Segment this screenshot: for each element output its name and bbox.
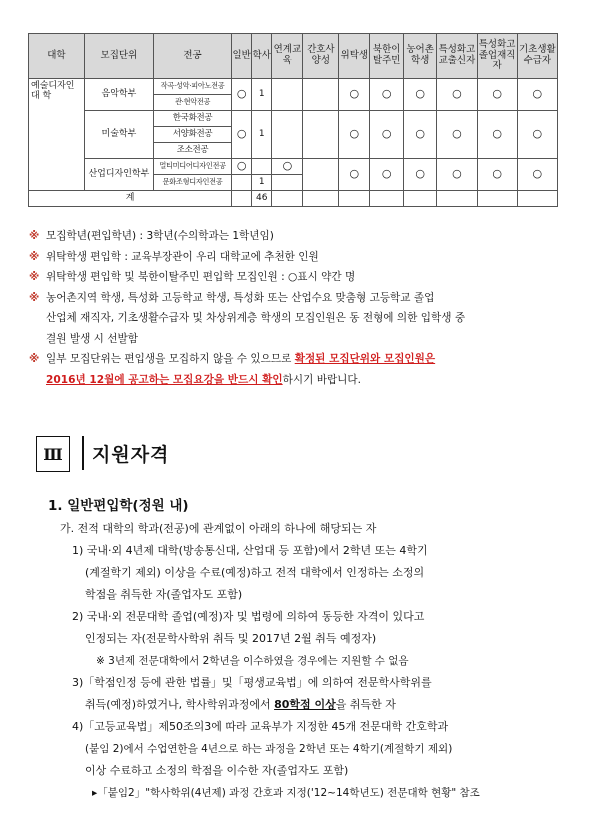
empty-cell — [303, 79, 339, 111]
major-cell: 멀티미디어디자인전공 — [153, 159, 231, 175]
note-item — [26, 226, 566, 247]
circle-mark: ○ — [437, 79, 477, 111]
underlined-text: 80학점 이상 — [274, 698, 336, 711]
major-cell: 관·현악전공 — [153, 95, 231, 111]
circle-mark: ○ — [272, 159, 303, 175]
circle-mark: ○ — [370, 111, 403, 159]
circle-mark: ○ — [477, 159, 517, 191]
header-cell: 기초생활수급자 — [517, 34, 557, 79]
item-text: 4)「고등교육법」제50조의3에 따라 교육부가 지정한 45개 전문대학 간호학과 — [72, 720, 449, 733]
header-cell: 일반 — [232, 34, 252, 79]
major-cell: 서양화전공 — [153, 127, 231, 143]
quota-cell: 1 — [252, 111, 272, 159]
circle-mark: ○ — [517, 111, 557, 159]
circle-mark: ○ — [477, 79, 517, 111]
empty-cell — [272, 175, 303, 191]
empty-cell — [272, 111, 303, 159]
header-cell: 전공 — [153, 34, 231, 79]
table-row — [29, 111, 558, 127]
circle-mark: ○ — [517, 79, 557, 111]
empty-cell — [272, 79, 303, 111]
circle-mark: ○ — [437, 111, 477, 159]
major-cell: 조소전공 — [153, 143, 231, 159]
college-cell: 예술디자인 대 학 — [29, 79, 85, 191]
note-text: 하시기 바랍니다. — [282, 373, 362, 386]
major-cell: 작곡·성악·피아노전공 — [153, 79, 231, 95]
highlight-text: 확정된 모집단위와 모집인원은 — [294, 353, 436, 365]
table-row — [29, 159, 558, 175]
note-mark: ※ — [29, 271, 40, 283]
total-value: 46 — [252, 191, 272, 207]
unit-cell: 산업디자인학부 — [84, 159, 153, 191]
item-text: 3)「학점인정 등에 관한 법률」및「평생교육법」에 의하여 전문학사학위를 — [72, 676, 432, 689]
header-cell: 간호사양성 — [303, 34, 339, 79]
header-cell: 연계교육 — [272, 34, 303, 79]
total-row — [29, 191, 558, 207]
item-text: (붙임 2)에서 수업연한을 4년으로 하는 과정을 2학년 또는 4학기(계절학기 제외) — [85, 743, 453, 755]
circle-mark: ○ — [403, 159, 436, 191]
circle-mark: ○ — [370, 79, 403, 111]
note-text: 위탁학생 편입학 : 교육부장관이 우리 대학교에 추천한 인원 — [46, 250, 319, 263]
header-cell: 농어촌학생 — [403, 34, 436, 79]
header-cell: 학사 — [252, 34, 272, 79]
table-row — [29, 79, 558, 95]
header-cell: 북한이탈주민 — [370, 34, 403, 79]
circle-mark: ○ — [477, 111, 517, 159]
item-text: 1) 국내·외 4년제 대학(방송통신대, 산업대 등 포함)에서 2학년 또는 4학기 — [72, 544, 428, 557]
note-text: 농어촌지역 학생, 특성화 고등학교 학생, 특성화 또는 산업수요 맞춤형 고등학교 졸업 — [46, 291, 435, 304]
unit-cell: 음악학부 — [84, 79, 153, 111]
empty-cell — [232, 191, 252, 207]
clause-ga: 가. 전적 대학의 학과(전공)에 관계없이 아래의 하나에 해당되는 자 — [60, 522, 377, 535]
item-text: 인정되는 자(전문학사학위 취득 및 2017년 2월 취득 예정자) — [85, 632, 377, 645]
empty-cell — [303, 111, 339, 159]
header-cell: 특성화고졸업재직자 — [477, 34, 517, 79]
notes-section — [26, 226, 566, 390]
table-header-row — [29, 34, 558, 79]
note-mark: ※ — [29, 353, 40, 365]
note-text: 일부 모집단위는 편입생을 모집하지 않을 수 있으므로 — [46, 353, 295, 365]
note-item — [26, 288, 566, 350]
note-mark: ※ — [29, 250, 40, 263]
section-number: Ⅲ — [36, 436, 70, 472]
circle-mark: ○ — [403, 79, 436, 111]
note-text: 위탁학생 편입학 및 북한이탈주민 편입학 모집인원 : ○표시 약간 명 — [46, 271, 356, 283]
item-text: 취득(예정)하였거나, 학사학위과정에서 80학점 이상을 취득한 자 — [85, 698, 396, 711]
header-cell: 대학 — [29, 34, 85, 79]
empty-cell — [252, 159, 272, 175]
circle-mark: ○ — [232, 79, 252, 111]
note-text: 결원 발생 시 선발함 — [46, 332, 138, 345]
circle-mark: ○ — [339, 159, 370, 191]
item-text: 이상 수료하고 소정의 학점을 이수한 자(졸업자도 포함) — [85, 764, 349, 777]
highlight-text: 2016년 12월에 공고하는 모집요강을 반드시 확인 — [46, 373, 283, 386]
note-item — [26, 247, 566, 268]
circle-mark: ○ — [232, 111, 252, 159]
item-text: (계절학기 제외) 이상을 수료(예정)하고 전적 대학에서 인정하는 소정의 — [85, 566, 425, 579]
note-item — [26, 349, 566, 390]
empty-cell — [303, 159, 339, 191]
circle-mark: ○ — [232, 159, 252, 175]
circle-mark: ○ — [517, 159, 557, 191]
quota-cell: 1 — [252, 175, 272, 191]
item-note: ※ 3년제 전문대학에서 2학년을 이수하였을 경우에는 지원할 수 없음 — [96, 655, 409, 667]
note-text: 산업체 재직자, 기초생활수급자 및 차상위계층 학생의 모집인원은 동 전형에 의한 입학생 중 — [46, 312, 466, 324]
subsection-heading: 1. 일반편입학(정원 내) — [48, 498, 189, 514]
header-cell: 특성화고교출신자 — [437, 34, 477, 79]
circle-mark: ○ — [437, 159, 477, 191]
circle-mark: ○ — [403, 111, 436, 159]
note-mark: ※ — [29, 230, 40, 242]
unit-cell: 미술학부 — [84, 111, 153, 159]
circle-mark: ○ — [370, 159, 403, 191]
section-title: 지원자격 — [82, 436, 202, 470]
circle-mark: ○ — [339, 111, 370, 159]
note-text: 모집학년(편입학년) : 3학년(수의학과는 1학년임) — [46, 230, 274, 242]
header-cell: 모집단위 — [84, 34, 153, 79]
quota-cell: 1 — [252, 79, 272, 111]
total-label: 계 — [29, 191, 232, 207]
reference-note: ▸「붙임2」"학사학위(4년제) 과정 간호과 지정('12~14학년도) 전문대학 현황" 참조 — [92, 787, 480, 799]
note-item — [26, 267, 566, 288]
circle-mark: ○ — [339, 79, 370, 111]
item-text: 2) 국내·외 전문대학 졸업(예정)자 및 법령에 의하여 동등한 자격이 있다고 — [72, 610, 425, 623]
empty-cell — [232, 175, 252, 191]
major-cell: 한국화전공 — [153, 111, 231, 127]
note-mark: ※ — [29, 291, 40, 304]
admission-table — [28, 33, 558, 207]
major-cell: 문화조형디자인전공 — [153, 175, 231, 191]
header-cell: 위탁생 — [339, 34, 370, 79]
item-text: 학점을 취득한 자(졸업자도 포함) — [85, 588, 243, 601]
